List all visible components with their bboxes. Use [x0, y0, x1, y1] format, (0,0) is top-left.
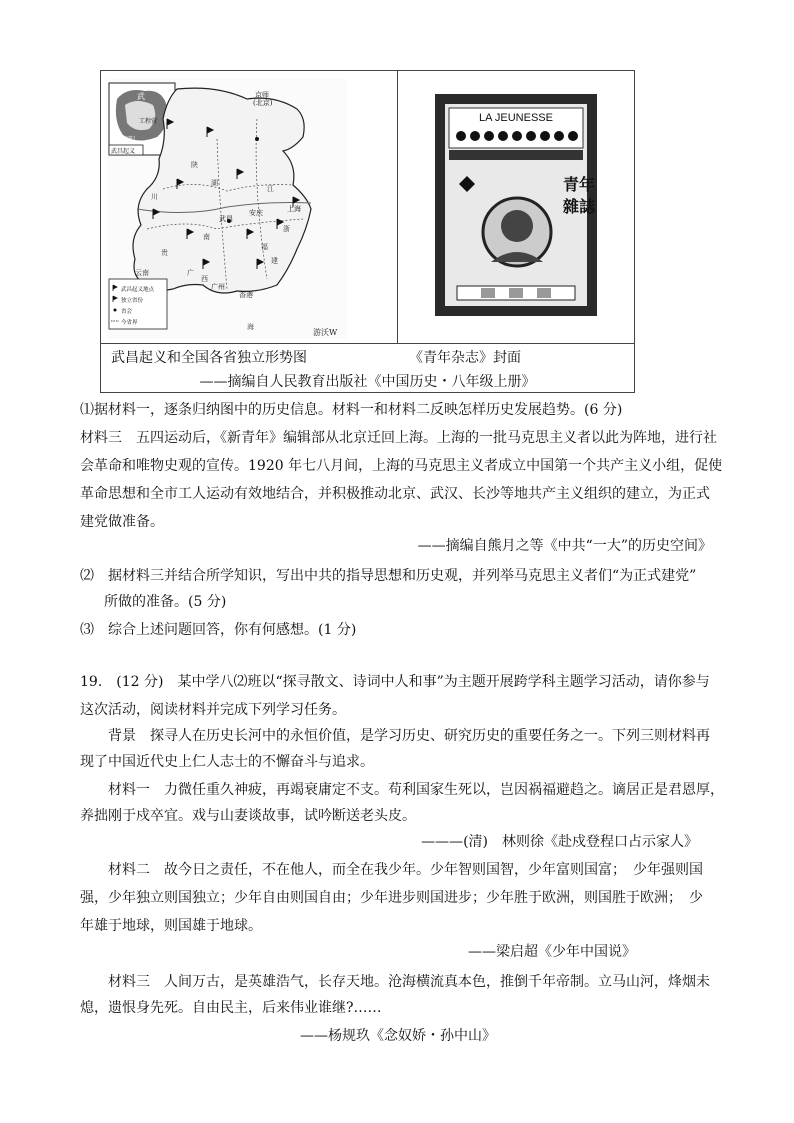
inset-wu-label: 武	[137, 92, 145, 101]
question-2-line-2: 所做的准备。(5 分)	[104, 594, 227, 610]
material-2-line-3: 年雄于地球，则国雄于地球。	[80, 918, 262, 934]
material-3-line-2: 会革命和唯物史观的宣传。1920 年七八月间，上海的马克思主义者成立中国第一个共产主义小组，促使	[80, 458, 723, 474]
q19-intro-line-2: 这次活动，阅读材料并完成下列学习任务。	[80, 702, 346, 718]
cover-title-cn: 青年雜誌	[563, 175, 596, 216]
zhe-label: 浙	[283, 225, 290, 233]
figure-source: ——摘编自人民教育出版社《中国历史・八年级上册》	[199, 374, 536, 390]
legend-item-3: 省会	[121, 309, 133, 315]
poem-1-source: ———(清) 林则徐《赴戍登程口占示家人》	[421, 834, 698, 850]
table-divider-vertical	[397, 71, 398, 343]
map-caption: 武昌起义和全国各省独立形势图	[111, 350, 307, 366]
background-line-2: 现了中国近代史上仁人志士的不懈奋斗与追求。	[80, 754, 374, 770]
map-watermark: 游沃W	[313, 328, 338, 337]
material-3-source: ——摘编自熊月之等《中共“一大”的历史空间》	[417, 538, 712, 554]
jian-label: 建	[271, 257, 278, 265]
inset-yang-label: 汉阳	[123, 136, 136, 143]
legend-item-1: 武昌起义地点	[121, 287, 155, 293]
cover-caption: 《青年杂志》封面	[409, 350, 521, 366]
question-1: ⑴据材料一，逐条归纳图中的历史信息。材料一和材料二反映怎样历史发展趋势。(6 分)	[80, 402, 623, 418]
material-3b-line-2: 熄，遗恨身先死。自由民主，后来伟业谁继?……	[80, 1000, 382, 1016]
material-3b-line-1: 材料三 人间万古，是英雄浩气，长存天地。沧海横流真本色，推倒千年帝制。立马山河，烽烟未	[108, 974, 710, 990]
legend-item-4: 今省界	[121, 320, 138, 326]
shan-label: 陕	[191, 161, 198, 169]
fu-label: 福	[261, 243, 268, 251]
cover-title-fr: LA JEUNESSE	[479, 112, 553, 124]
inset-title: 武昌起义	[111, 148, 136, 155]
hai-label: 海	[247, 323, 254, 331]
poem-1-line-1: 材料一 力微任重久神疲，再竭衰庸定不支。苟利国家生死以，岂因祸福避趋之。谪居正是君恩厚，	[108, 782, 724, 798]
q19-intro-line-1: 19. (12 分) 某中学八⑵班以“探寻散文、诗词中人和事”为主题开展跨学科主题学习活动，请你参与	[80, 674, 710, 690]
yun-label: 云南	[135, 269, 149, 277]
shanghai-label: 上海	[287, 205, 301, 213]
background-line-1: 背景 探寻人在历史长河中的永恒价值，是学习历史、研究历史的重要任务之一。下列三则材料再	[108, 728, 710, 744]
table-divider-horizontal	[101, 343, 634, 344]
chuan-label: 川	[151, 193, 158, 201]
poem-1-line-2: 养拙刚于戍卒宜。戏与山妻谈故事，试吟断送老头皮。	[80, 808, 416, 824]
xianggang-label: 香港	[239, 291, 253, 299]
jiang-label: 江	[267, 185, 274, 193]
gui-label: 贵	[161, 249, 168, 257]
material-3-line-3: 革命思想和全市工人运动有效地结合，并积极推动北京、武汉、长沙等地共产主义组织的建立，为正式	[80, 486, 710, 502]
legend-item-2: 独立省份	[121, 298, 144, 304]
material-2-line-2: 强，少年独立则国独立；少年自由则国自由；少年进步则国进步；少年胜于欧洲，则国胜于欧洲； 少	[80, 890, 703, 906]
question-3: ⑶ 综合上述问题回答，你有何感想。(1 分)	[80, 622, 357, 638]
material-2-line-1: 材料二 故今日之责任，不在他人，而全在我少年。少年智则国智，少年富则国富； 少年强则国	[108, 862, 703, 878]
question-2-line-1: ⑵ 据材料三并结合所学知识，写出中共的指导思想和历史观，并列举马克思主义者们“为正式建党”	[80, 568, 697, 584]
inset-gong-label: 工程营	[139, 118, 158, 125]
guang-label: 广	[187, 269, 194, 277]
beijing-label: 京师(北京)	[253, 91, 273, 107]
anqing-label: 安庆	[249, 209, 263, 217]
material-3-line-4: 建党做准备。	[80, 514, 164, 530]
nan-label: 南	[203, 233, 210, 241]
magazine-cover	[435, 94, 597, 316]
material-2-source: ——梁启超《少年中国说》	[468, 944, 636, 960]
revolution-map	[107, 79, 347, 339]
material-3-line-1: 材料三 五四运动后，《新青年》编辑部从北京迁回上海。上海的一批马克思主义者以此为阵地，进行社	[80, 430, 717, 446]
wuchang-label: 武昌	[219, 215, 233, 223]
figure-table	[100, 70, 635, 393]
material-3b-source: ——杨规玖《念奴娇・孙中山》	[300, 1028, 496, 1044]
guangzhou-label: 广州	[211, 283, 225, 291]
xi-label: 西	[201, 275, 208, 283]
hu-label: 湖	[211, 179, 218, 187]
